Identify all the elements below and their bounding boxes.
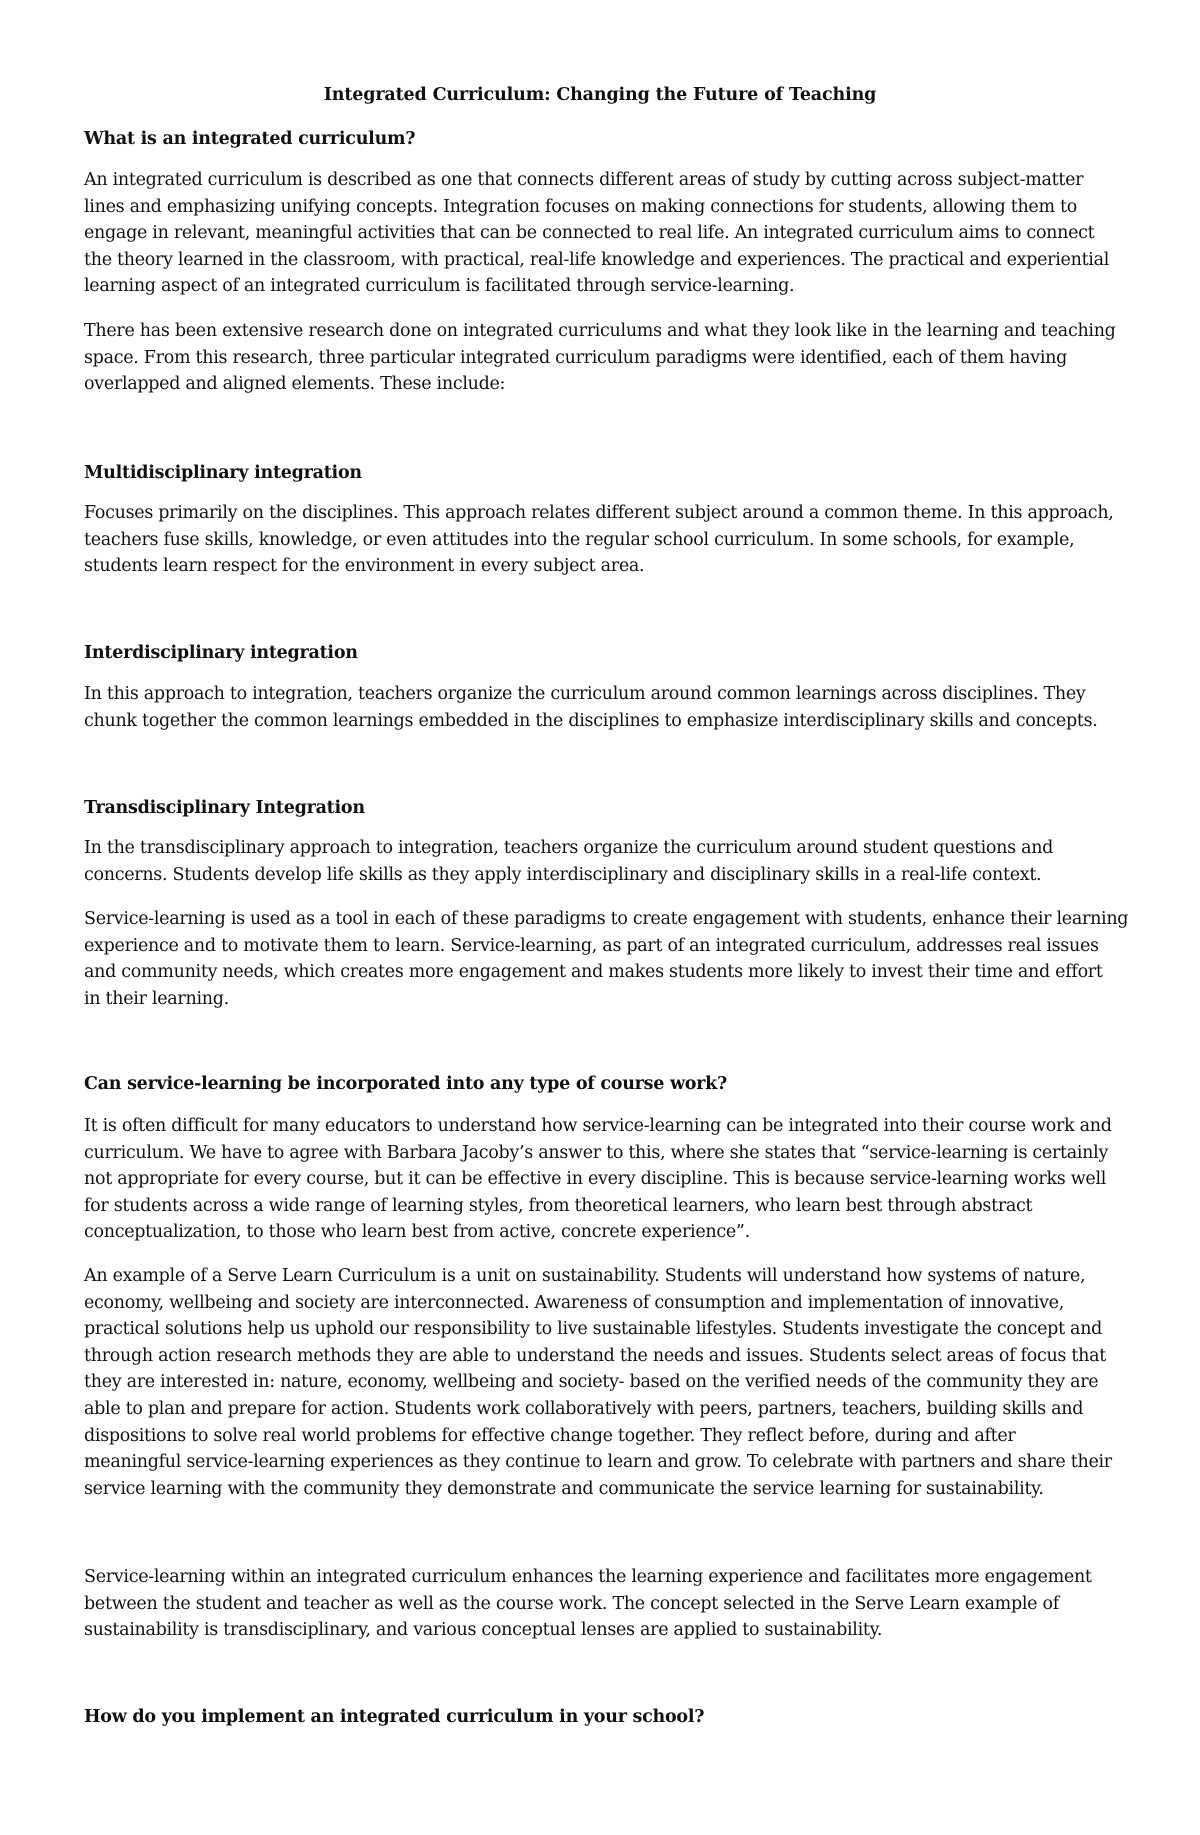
text-line: between the student and teacher as well as the course work. The concept selected in the Serve Learn example of	[84, 1593, 1059, 1614]
paragraph	[84, 1564, 1124, 1644]
text-line: for students across a wide range of learning styles, from theoretical learners, who learn best through abstract	[84, 1195, 1033, 1216]
text-line: students learn respect for the environment in every subject area.	[84, 556, 645, 577]
section-heading: Can service-learning be incorporated into any type of course work?	[84, 1074, 728, 1094]
paragraph	[84, 500, 1124, 580]
text-line: overlapped and aligned elements. These include:	[84, 374, 506, 395]
section-heading: Interdisciplinary integration	[84, 643, 358, 663]
text-line: the theory learned in the classroom, with practical, real-life knowledge and experiences. The practical and experiential	[84, 249, 1110, 270]
text-line: meaningful service-learning experiences as they continue to learn and grow. To celebrate with partners and share their	[84, 1452, 1112, 1473]
section-heading: Multidisciplinary integration	[84, 463, 362, 483]
text-line: space. From this research, three particular integrated curriculum paradigms were identified, each of them having	[84, 347, 1067, 368]
text-line: It is often difficult for many educators to understand how service-learning can be integrated into their course work and	[84, 1116, 1112, 1136]
text-line: dispositions to solve real world problems for effective change together. They reflect before, during and after	[84, 1425, 1016, 1446]
text-line: able to plan and prepare for action. Students work collaboratively with peers, partners, teachers, building skills and	[84, 1398, 1084, 1419]
paragraph	[84, 835, 1124, 888]
text-line: conceptualization, to those who learn best from active, concrete experience”.	[84, 1222, 750, 1243]
text-line: Service-learning within an integrated curriculum enhances the learning experience and facilitates more engagement	[84, 1567, 1092, 1587]
section-heading: Transdisciplinary Integration	[84, 798, 365, 818]
text-line: service learning with the community they demonstrate and communicate the service learning for sustainability.	[84, 1478, 1044, 1499]
section-heading: What is an integrated curriculum?	[84, 129, 416, 149]
paragraph	[84, 318, 1124, 398]
text-line: In the transdisciplinary approach to integration, teachers organize the curriculum around student questions and	[84, 838, 1054, 858]
text-line: they are interested in: nature, economy, wellbeing and society- based on the verified needs of the community they are	[84, 1372, 1099, 1393]
text-line: teachers fuse skills, knowledge, or even attitudes into the regular school curriculum. In some schools, for example,	[84, 529, 1075, 550]
text-line: learning aspect of an integrated curriculum is facilitated through service-learning.	[84, 276, 795, 297]
text-line: not appropriate for every course, but it can be effective in every discipline. This is because service-learning works well	[84, 1169, 1107, 1190]
paragraph	[84, 1113, 1124, 1246]
text-line: through action research methods they are able to understand the needs and issues. Students select areas of focus that	[84, 1345, 1106, 1366]
text-line: There has been extensive research done on integrated curriculums and what they look like in the learning and teaching	[84, 321, 1116, 341]
text-line: and community needs, which creates more engagement and makes students more likely to invest their time and effort	[84, 962, 1103, 983]
paragraph	[84, 906, 1129, 1012]
paragraph	[84, 1263, 1124, 1502]
text-line: practical solutions help us uphold our responsibility to live sustainable lifestyles. Students investigate the concept and	[84, 1319, 1103, 1340]
paragraph	[84, 681, 1124, 734]
text-line: Focuses primarily on the disciplines. This approach relates different subject around a common theme. In this approach,	[84, 503, 1114, 523]
text-line: In this approach to integration, teachers organize the curriculum around common learnings across disciplines. They	[84, 684, 1086, 704]
section-heading: How do you implement an integrated curriculum in your school?	[84, 1707, 705, 1727]
text-line: An example of a Serve Learn Curriculum is a unit on sustainability. Students will understand how systems of nature,	[84, 1266, 1086, 1286]
text-line: experience and to motivate them to learn. Service-learning, as part of an integrated curriculum, addresses real issues	[84, 935, 1099, 956]
text-line: chunk together the common learnings embedded in the disciplines to emphasize interdisciplinary skills and concepts.	[84, 710, 1098, 731]
text-line: in their learning.	[84, 988, 229, 1009]
text-line: engage in relevant, meaningful activities that can be connected to real life. An integrated curriculum aims to connect	[84, 223, 1095, 244]
text-line: curriculum. We have to agree with Barbara Jacoby’s answer to this, where she states that “service-learning is certainly	[84, 1142, 1109, 1163]
paragraph	[84, 167, 1124, 300]
text-line: An integrated curriculum is described as one that connects different areas of study by cutting across subject-matter	[84, 170, 1084, 190]
text-line: lines and emphasizing unifying concepts. Integration focuses on making connections for students, allowing them to	[84, 196, 1078, 217]
text-line: sustainability is transdisciplinary, and various conceptual lenses are applied to sustainability.	[84, 1620, 883, 1641]
document-title: Integrated Curriculum: Changing the Future of Teaching	[323, 85, 877, 105]
text-line: concerns. Students develop life skills as they apply interdisciplinary and disciplinary skills in a real-life context.	[84, 864, 1042, 885]
text-line: Service-learning is used as a tool in each of these paradigms to create engagement with students, enhance their learning	[84, 909, 1129, 929]
text-line: economy, wellbeing and society are interconnected. Awareness of consumption and implementation of innovative,	[84, 1292, 1064, 1313]
